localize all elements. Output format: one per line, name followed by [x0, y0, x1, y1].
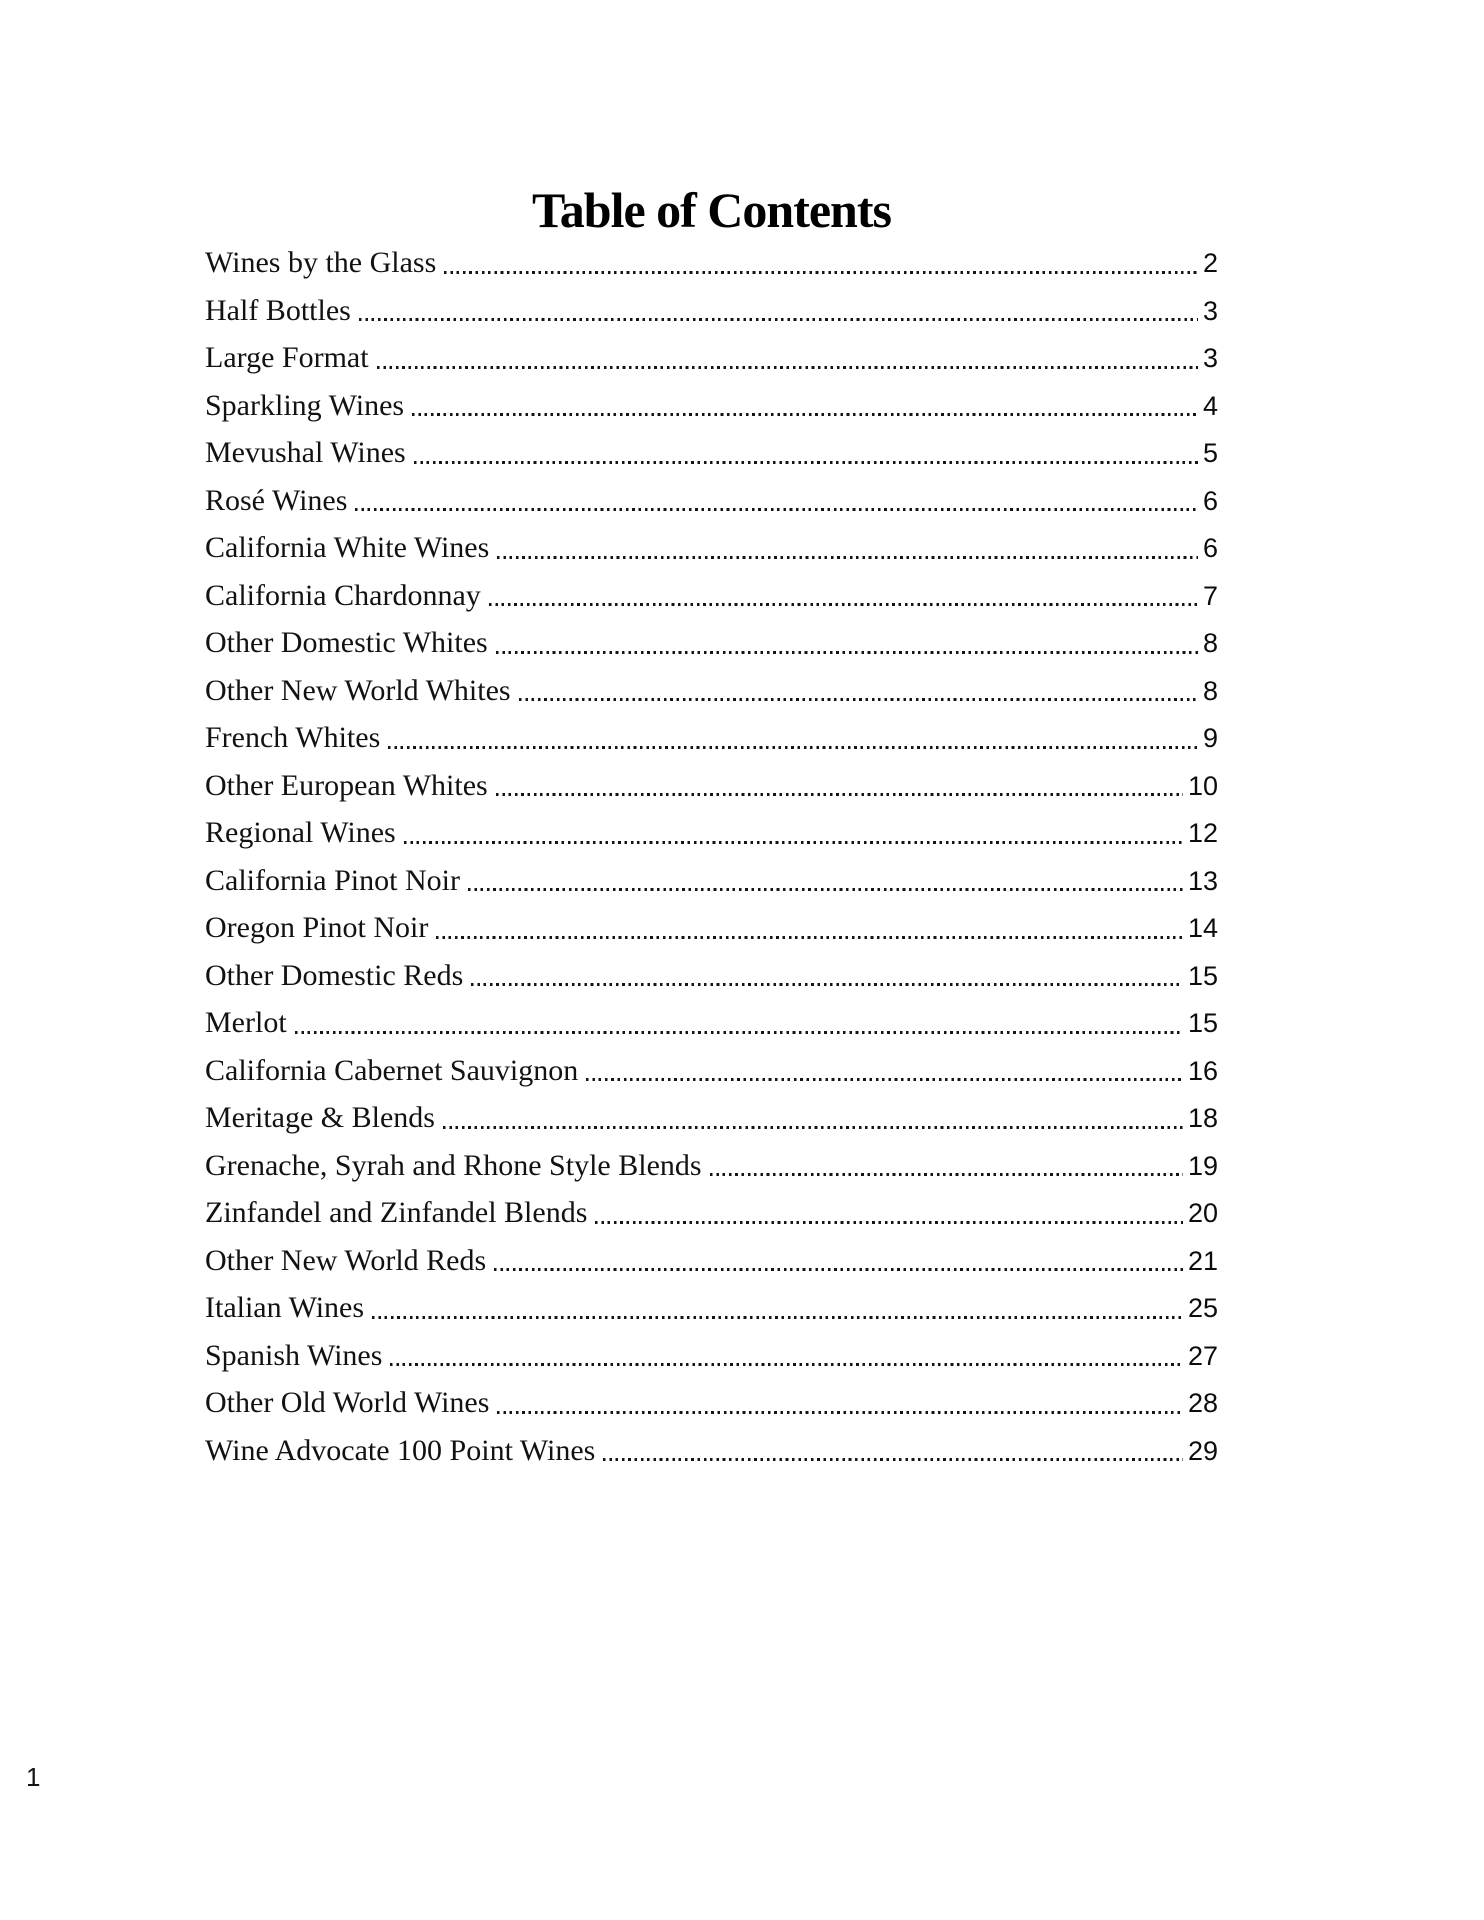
toc-entry	[205, 1047, 1218, 1095]
toc-entry-label: Merlot	[205, 1006, 287, 1039]
toc-entry-label: Meritage & Blends	[205, 1101, 435, 1134]
toc-entry-label: Zinfandel and Zinfandel Blends	[205, 1196, 588, 1229]
toc-entry-label: Italian Wines	[205, 1291, 365, 1324]
toc-entry	[205, 857, 1218, 905]
toc-entry	[205, 524, 1218, 572]
toc-entry-page-number: 4	[1202, 390, 1218, 421]
toc-entry-label: Half Bottles	[205, 293, 351, 327]
dot-leader	[497, 556, 1198, 559]
toc-list	[205, 239, 1218, 1474]
toc-entry-page-number: 3	[1202, 295, 1218, 326]
toc-entry	[205, 904, 1218, 952]
dot-leader	[468, 888, 1183, 891]
toc-content	[205, 0, 1218, 1474]
toc-entry	[205, 619, 1218, 667]
toc-entry	[205, 1332, 1218, 1380]
toc-entry-label: California Cabernet Sauvignon	[205, 1053, 579, 1087]
toc-entry	[205, 1237, 1218, 1285]
toc-entry-label: Grenache, Syrah and Rhone Style Blends	[205, 1148, 702, 1182]
toc-entry-page-number: 19	[1187, 1150, 1218, 1181]
toc-entry-label: California White Wines	[205, 531, 490, 564]
toc-entry-label: Other European Whites	[205, 768, 488, 802]
dot-leader	[372, 1316, 1183, 1319]
toc-entry-label: Mevushal Wines	[205, 436, 406, 469]
toc-entry-label: Oregon Pinot Noir	[205, 911, 429, 944]
toc-entry-label: California Pinot Noir	[205, 863, 460, 897]
toc-entry-label: Other Domestic Reds	[205, 958, 464, 992]
toc-entry-label: Regional Wines	[205, 816, 396, 849]
toc-entry	[205, 999, 1218, 1047]
toc-entry	[205, 477, 1218, 525]
dot-leader	[443, 1126, 1183, 1129]
toc-entry-page-number: 15	[1187, 960, 1218, 991]
toc-entry	[205, 382, 1218, 430]
toc-entry	[205, 809, 1218, 857]
dot-leader	[489, 603, 1198, 606]
toc-entry-page-number: 5	[1202, 438, 1218, 468]
toc-entry-page-number: 2	[1202, 248, 1218, 278]
dot-leader	[586, 1078, 1183, 1081]
toc-entry	[205, 239, 1218, 287]
dot-leader	[436, 936, 1183, 939]
dot-leader	[412, 413, 1198, 416]
toc-entry-page-number: 6	[1202, 533, 1218, 563]
toc-entry-label: Rosé Wines	[205, 483, 348, 517]
toc-entry-page-number: 20	[1187, 1198, 1218, 1228]
toc-entry-page-number: 25	[1187, 1293, 1218, 1323]
toc-entry-label: Other New World Reds	[205, 1243, 487, 1277]
dot-leader	[494, 1268, 1183, 1271]
toc-entry-label: California Chardonnay	[205, 578, 481, 612]
footer-page-number: 1	[26, 1762, 41, 1792]
toc-entry-page-number: 27	[1187, 1340, 1218, 1371]
toc-entry	[205, 1142, 1218, 1190]
dot-leader	[496, 793, 1183, 796]
dot-leader	[390, 1363, 1183, 1366]
toc-entry-page-number: 6	[1202, 485, 1218, 516]
toc-entry-page-number: 14	[1187, 913, 1218, 943]
dot-leader	[414, 461, 1198, 464]
toc-entry	[205, 714, 1218, 762]
toc-entry	[205, 952, 1218, 1000]
toc-entry-page-number: 8	[1202, 628, 1218, 658]
dot-leader	[496, 651, 1198, 654]
dot-leader	[519, 698, 1198, 701]
toc-entry	[205, 287, 1218, 335]
dot-leader	[444, 271, 1198, 274]
toc-entry-page-number: 3	[1202, 343, 1218, 373]
toc-entry-page-number: 8	[1202, 675, 1218, 706]
toc-entry	[205, 667, 1218, 715]
toc-entry-label: Other Old World Wines	[205, 1386, 490, 1419]
dot-leader	[471, 983, 1183, 986]
toc-entry-page-number: 13	[1187, 865, 1218, 896]
dot-leader	[497, 1411, 1183, 1414]
toc-entry-label: Other New World Whites	[205, 673, 511, 707]
toc-entry-page-number: 29	[1187, 1435, 1218, 1466]
toc-entry	[205, 762, 1218, 810]
toc-entry-page-number: 10	[1187, 770, 1218, 801]
toc-entry-page-number: 9	[1202, 723, 1218, 753]
dot-leader	[595, 1221, 1183, 1224]
dot-leader	[404, 841, 1183, 844]
toc-entry-label: Large Format	[205, 341, 369, 374]
toc-entry-page-number: 7	[1202, 580, 1218, 611]
toc-entry-label: Sparkling Wines	[205, 388, 405, 422]
toc-entry	[205, 1284, 1218, 1332]
toc-entry-page-number: 28	[1187, 1388, 1218, 1418]
dot-leader	[710, 1173, 1183, 1176]
toc-entry-page-number: 12	[1187, 818, 1218, 848]
dot-leader	[377, 366, 1198, 369]
toc-entry-page-number: 16	[1187, 1055, 1218, 1086]
toc-entry	[205, 429, 1218, 477]
toc-entry-label: French Whites	[205, 721, 381, 754]
toc-entry-page-number: 18	[1187, 1103, 1218, 1133]
dot-leader	[355, 508, 1198, 511]
toc-entry-label: Other Domestic Whites	[205, 626, 488, 659]
toc-entry	[205, 572, 1218, 620]
dot-leader	[603, 1458, 1183, 1461]
toc-title: Table of Contents	[532, 182, 891, 238]
toc-entry-label: Spanish Wines	[205, 1338, 383, 1372]
toc-entry	[205, 1094, 1218, 1142]
dot-leader	[295, 1031, 1183, 1034]
dot-leader	[388, 746, 1198, 749]
toc-entry-page-number: 15	[1187, 1008, 1218, 1038]
toc-entry-page-number: 21	[1187, 1245, 1218, 1276]
toc-entry	[205, 1427, 1218, 1475]
dot-leader	[359, 318, 1198, 321]
toc-entry-label: Wines by the Glass	[205, 246, 437, 279]
toc-entry	[205, 1379, 1218, 1427]
toc-entry	[205, 1189, 1218, 1237]
toc-entry	[205, 334, 1218, 382]
toc-entry-label: Wine Advocate 100 Point Wines	[205, 1433, 596, 1467]
